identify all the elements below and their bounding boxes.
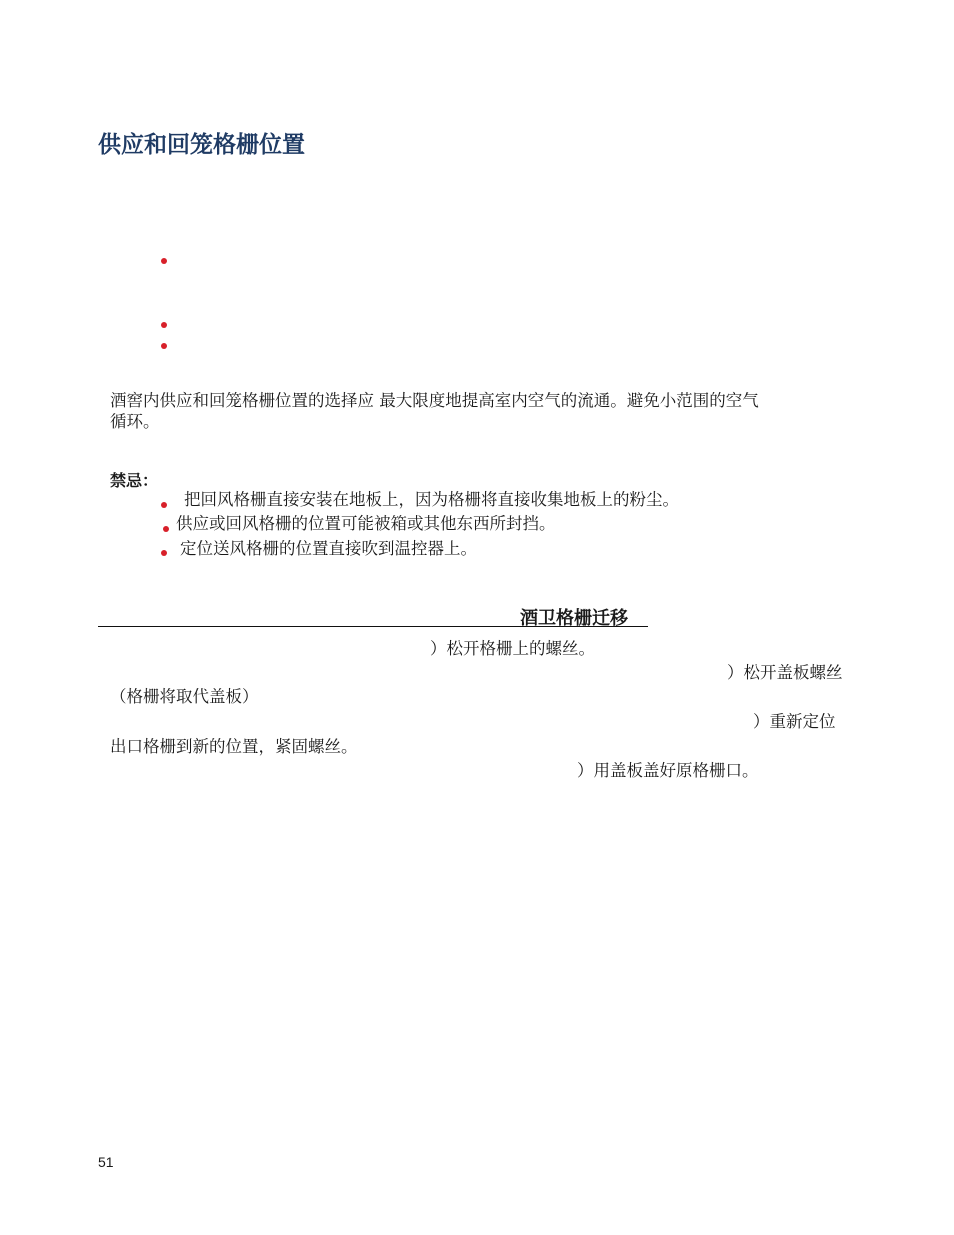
taboo-item: 把回风格栅直接安装在地板上，因为格栅将直接收集地板上的粉尘。: [184, 490, 679, 509]
intro-paragraph-line-1: 酒窖内供应和回笼格栅位置的选择应 最大限度地提高室内空气的流通。避免小范围的空气: [110, 391, 759, 410]
section-title: 酒卫格栅迁移: [520, 608, 628, 629]
bullet-marker: [161, 502, 167, 508]
taboo-heading: 禁忌：: [110, 471, 159, 490]
bullet-marker: [161, 258, 167, 264]
migration-step-3-continued: 出口格栅到新的位置，紧固螺丝。: [110, 737, 358, 756]
taboo-item: 供应或回风格栅的位置可能被箱或其他东西所封挡。: [176, 514, 556, 533]
intro-paragraph-line-2: 循环。: [110, 412, 160, 431]
taboo-item: 定位送风格栅的位置直接吹到温控器上。: [180, 539, 477, 558]
page-number: 51: [98, 1154, 114, 1170]
page-title: 供应和回笼格栅位置: [98, 132, 305, 158]
bullet-marker: [161, 550, 167, 556]
bullet-marker: [161, 322, 167, 328]
migration-step-2-continued: （格栅将取代盖板）: [110, 687, 259, 706]
bullet-marker: [161, 343, 167, 349]
migration-step-3: ）重新定位: [753, 712, 836, 731]
bullet-marker: [163, 526, 169, 532]
migration-step-2: ）松开盖板螺丝: [727, 663, 843, 682]
migration-step-1: ）松开格栅上的螺丝。: [430, 639, 595, 658]
migration-step-4: ）用盖板盖好原格栅口。: [577, 761, 759, 780]
